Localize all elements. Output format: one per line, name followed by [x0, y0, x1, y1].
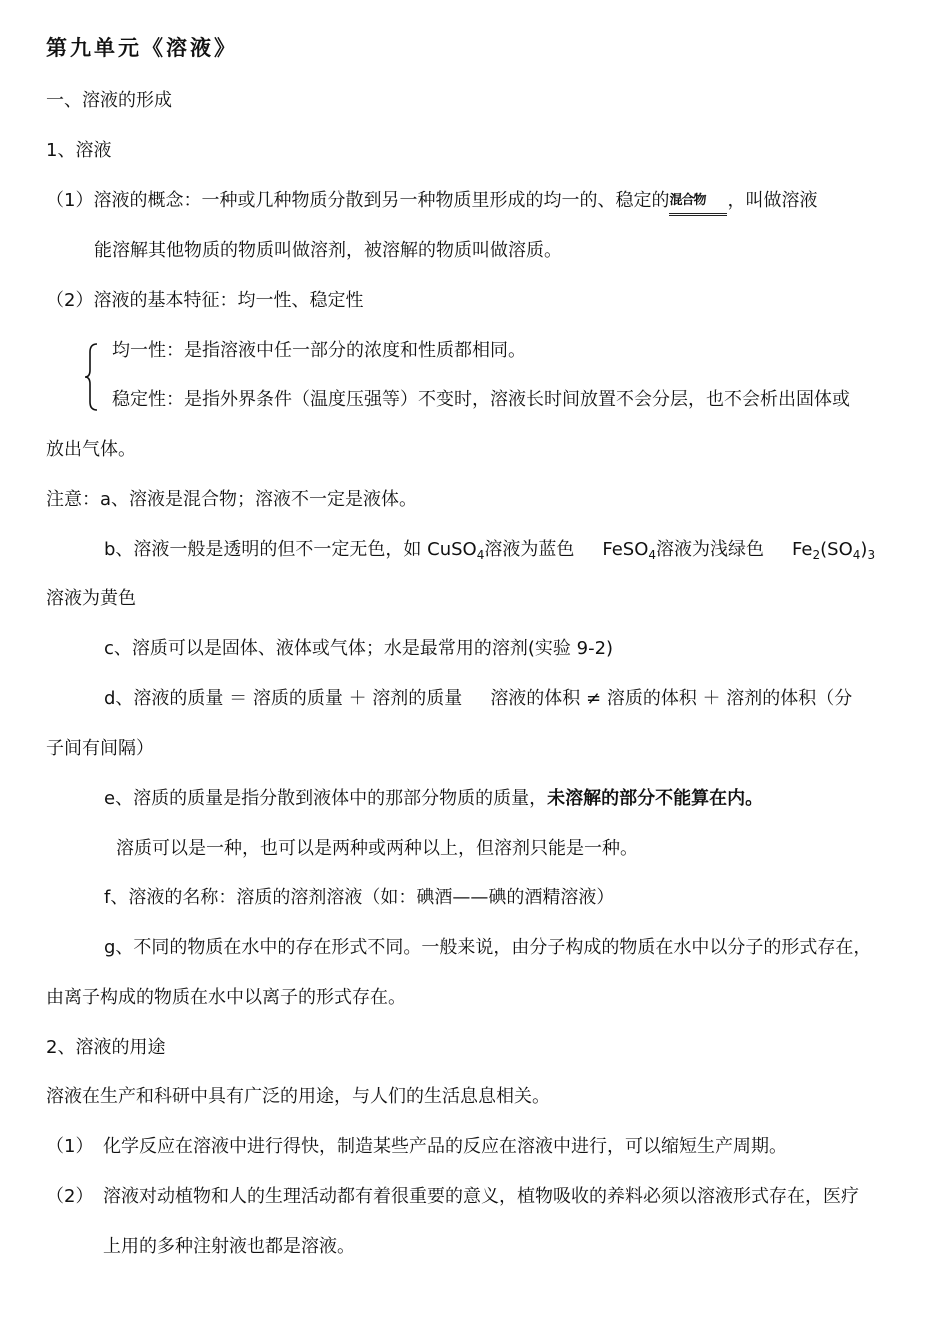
note-b-text-1: b、溶液一般是透明的但不一定无色，如 CuSO: [104, 539, 477, 560]
subheading-solution: 1、溶液: [46, 140, 112, 161]
features-heading: （2）溶液的基本特征：均一性、稳定性: [46, 290, 364, 311]
note-g-cont: 由离子构成的物质在水中以离子的形式存在。: [46, 987, 406, 1008]
note-b-text-7: ): [860, 539, 868, 560]
page-title: 第九单元《溶液》: [46, 35, 238, 60]
use-item-2-text: 溶液对动植物和人的生理活动都有着很重要的意义，植物吸收的养料必须以溶液形式存在，医疗: [103, 1186, 859, 1207]
note-g: g、不同的物质在水中的存在形式不同。一般来说，由分子构成的物质在水中以分子的形式存在，: [104, 937, 872, 958]
note-b-text-3: FeSO: [602, 539, 649, 560]
note-b-text-4: 溶液为浅绿色: [656, 539, 765, 560]
use-item-2-cont: 上用的多种注射液也都是溶液。: [103, 1236, 355, 1257]
use-item-2-number: （2）: [46, 1186, 94, 1207]
concept-text: （1）溶液的概念：一种或几种物质分散到另一种物质里形成的均一的、稳定的: [46, 190, 670, 211]
note-d-cont: 子间有间隔）: [46, 738, 154, 759]
stability-definition-cont: 放出气体。: [46, 439, 136, 460]
note-b-text-5: Fe: [792, 539, 813, 560]
note-b-cont: 溶液为黄色: [46, 588, 136, 609]
subscript: 4: [648, 548, 657, 562]
note-a: 注意：a、溶液是混合物；溶液不一定是液体。: [46, 489, 418, 510]
note-c: c、溶质可以是固体、液体或气体；水是最常用的溶剂(实验 9-2): [104, 638, 614, 659]
subscript: 2: [812, 548, 821, 562]
subscript: 4: [476, 548, 485, 562]
uniformity-definition: 均一性：是指溶液中任一部分的浓度和性质都相同。: [112, 340, 526, 361]
section-heading-uses: 2、溶液的用途: [46, 1037, 166, 1058]
note-f: f、溶液的名称：溶质的溶剂溶液（如：碘酒——碘的酒精溶液）: [104, 887, 615, 908]
note-e-solvent: 溶质可以是一种，也可以是两种或两种以上，但溶剂只能是一种。: [116, 838, 638, 859]
left-brace: [84, 342, 100, 412]
stability-definition: 稳定性：是指外界条件（温度压强等）不变时，溶液长时间放置不会分层，也不会析出固体或: [112, 389, 850, 410]
note-e-emphasis: 未溶解的部分不能算在内。: [547, 788, 764, 809]
note-b: [104, 538, 875, 562]
use-item-1-text: 化学反应在溶液中进行得快，制造某些产品的反应在溶液中进行，可以缩短生产周期。: [103, 1136, 787, 1157]
use-item-1-number: （1）: [46, 1136, 94, 1157]
uses-intro: 溶液在生产和科研中具有广泛的用途，与人们的生活息息相关。: [46, 1086, 550, 1107]
use-item-2: [46, 1185, 93, 1209]
subscript: 4: [852, 548, 861, 562]
note-e: [104, 787, 763, 811]
note-e-text: e、溶质的质量是指分散到液体中的那部分物质的质量，: [104, 788, 548, 809]
note-b-text-6: (SO: [820, 539, 853, 560]
concept-line: [46, 189, 817, 216]
note-d-volume: 溶液的体积 ≠ 溶质的体积 ＋ 溶剂的体积（分: [490, 688, 853, 709]
section-heading-formation: 一、溶液的形成: [46, 90, 172, 111]
note-b-text-2: 溶液为蓝色: [484, 539, 575, 560]
subscript: 3: [867, 548, 876, 562]
note-d: [104, 687, 852, 711]
solvent-solute-definition: 能溶解其他物质的物质叫做溶剂，被溶解的物质叫做溶质。: [94, 240, 562, 261]
concept-blank-answer: 混合物: [669, 191, 727, 216]
use-item-1: [46, 1135, 93, 1159]
concept-text-end: ，叫做溶液: [727, 190, 818, 211]
note-d-mass: d、溶液的质量 ＝ 溶质的质量 ＋ 溶剂的质量: [104, 688, 463, 709]
